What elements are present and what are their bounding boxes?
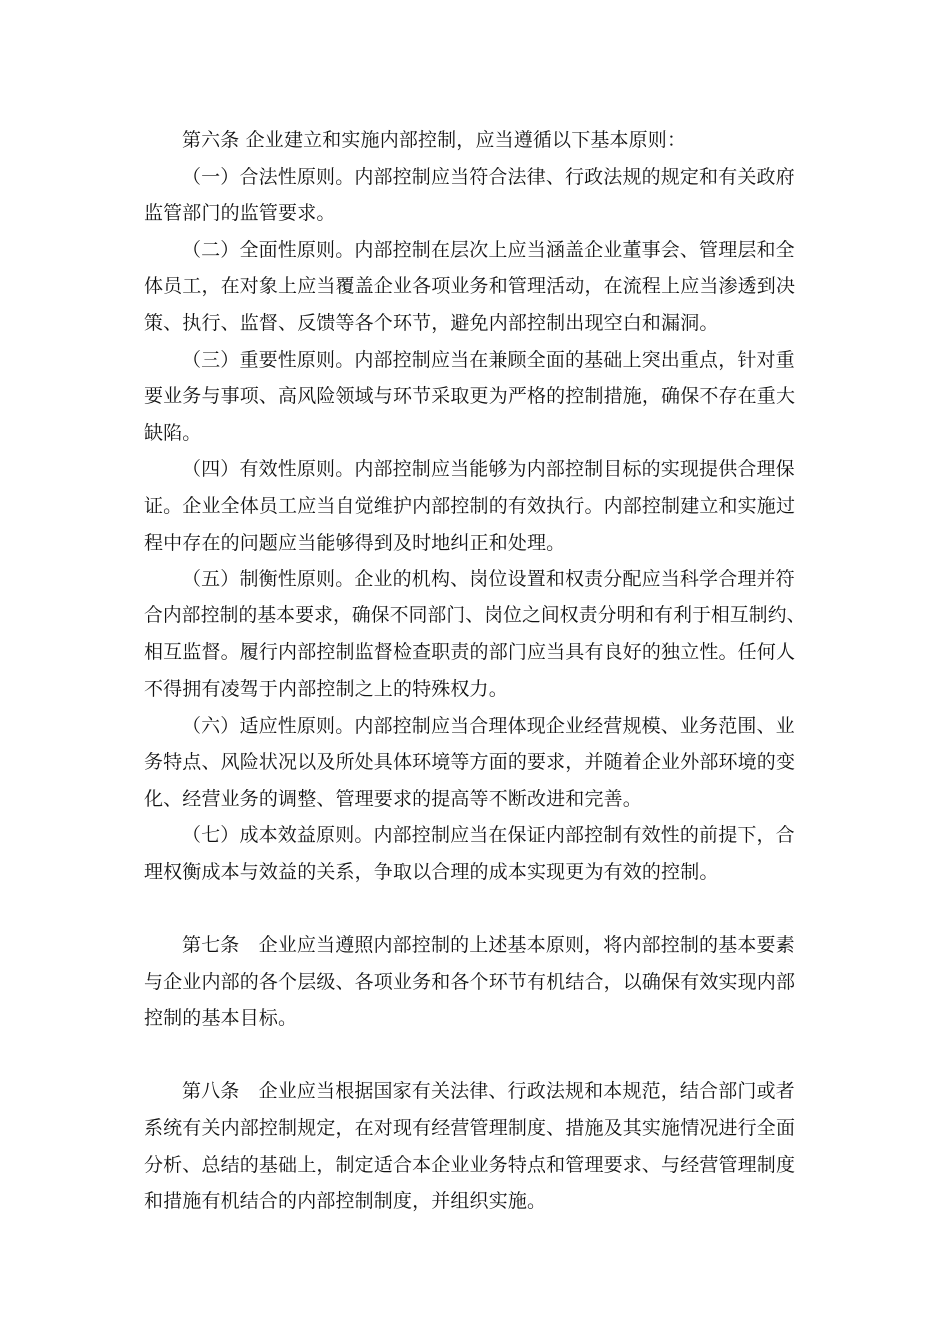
article-6: [144, 122, 808, 890]
paragraph-line: （三）重要性原则。内部控制应当在兼顾全面的基础上突出重点，针对重: [182, 348, 795, 371]
paragraph-line: （四）有效性原则。内部控制应当能够为内部控制目标的实现提供合理保: [182, 458, 795, 481]
paragraph-line: 合内部控制的基本要求，确保不同部门、岗位之间权责分明和有利于相互制约、: [144, 604, 806, 626]
paragraph-line: 缺陷。: [144, 421, 202, 444]
principle-7: [144, 817, 808, 890]
paragraph-line: （一）合法性原则。内部控制应当符合法律、行政法规的规定和有关政府: [182, 165, 795, 188]
paragraph-line: 监管部门的监管要求。: [144, 202, 336, 225]
paragraph-line: 策、执行、监督、反馈等各个环节，避免内部控制出现空白和漏洞。: [144, 311, 719, 334]
paragraph-line: 不得拥有凌驾于内部控制之上的特殊权力。: [144, 677, 508, 700]
paragraph-line: 证。企业全体员工应当自觉维护内部控制的有效执行。内部控制建立和实施过: [144, 494, 796, 517]
article-7: [144, 927, 808, 1037]
paragraph-line: 和措施有机结合的内部控制制度，并组织实施。: [144, 1190, 547, 1213]
principle-2: [144, 232, 808, 342]
paragraph-line: 相互监督。履行内部控制监督检查职责的部门应当具有良好的独立性。任何人: [144, 641, 796, 664]
paragraph-line: （六）适应性原则。内部控制应当合理体现企业经营规模、业务范围、业: [182, 714, 795, 737]
document-page: [144, 122, 808, 1220]
paragraph-line: 第七条 企业应当遵照内部控制的上述基本原则，将内部控制的基本要素: [182, 934, 795, 957]
paragraph-line: 第八条 企业应当根据国家有关法律、行政法规和本规范，结合部门或者: [182, 1080, 795, 1103]
paragraph-line: 务特点、风险状况以及所处具体环境等方面的要求，并随着企业外部环境的变: [144, 751, 796, 774]
principle-3: [144, 342, 808, 452]
article-6-heading: 第六条 企业建立和实施内部控制，应当遵循以下基本原则：: [182, 129, 687, 151]
paragraph-line: （五）制衡性原则。企业的机构、岗位设置和权责分配应当科学合理并符: [182, 568, 795, 591]
paragraph-line: 要业务与事项、高风险领域与环节采取更为严格的控制措施，确保不存在重大: [144, 385, 796, 408]
principle-4: [144, 451, 808, 561]
paragraph-line: 化、经营业务的调整、管理要求的提高等不断改进和完善。: [144, 787, 642, 810]
paragraph-line: 体员工，在对象上应当覆盖企业各项业务和管理活动，在流程上应当渗透到决: [144, 275, 796, 298]
paragraph-line: （二）全面性原则。内部控制在层次上应当涵盖企业董事会、管理层和全: [182, 238, 795, 261]
paragraph-line: 程中存在的问题应当能够得到及时地纠正和处理。: [144, 531, 566, 554]
paragraph-line: 分析、总结的基础上，制定适合本企业业务特点和管理要求、与经营管理制度: [144, 1153, 796, 1176]
paragraph-line: 控制的基本目标。: [144, 1007, 298, 1030]
paragraph-spacer: [144, 1037, 808, 1074]
paragraph-line: 系统有关内部控制规定，在对现有经营管理制度、措施及其实施情况进行全面: [144, 1117, 796, 1140]
principle-1: [144, 159, 808, 232]
principle-6: [144, 708, 808, 818]
principle-5: [144, 561, 808, 707]
paragraph-spacer: [144, 890, 808, 927]
paragraph-line: （七）成本效益原则。内部控制应当在保证内部控制有效性的前提下，合: [182, 824, 795, 847]
paragraph-line: 与企业内部的各个层级、各项业务和各个环节有机结合，以确保有效实现内部: [144, 970, 796, 993]
paragraph-line: 理权衡成本与效益的关系，争取以合理的成本实现更为有效的控制。: [144, 860, 719, 883]
article-8: [144, 1073, 808, 1219]
